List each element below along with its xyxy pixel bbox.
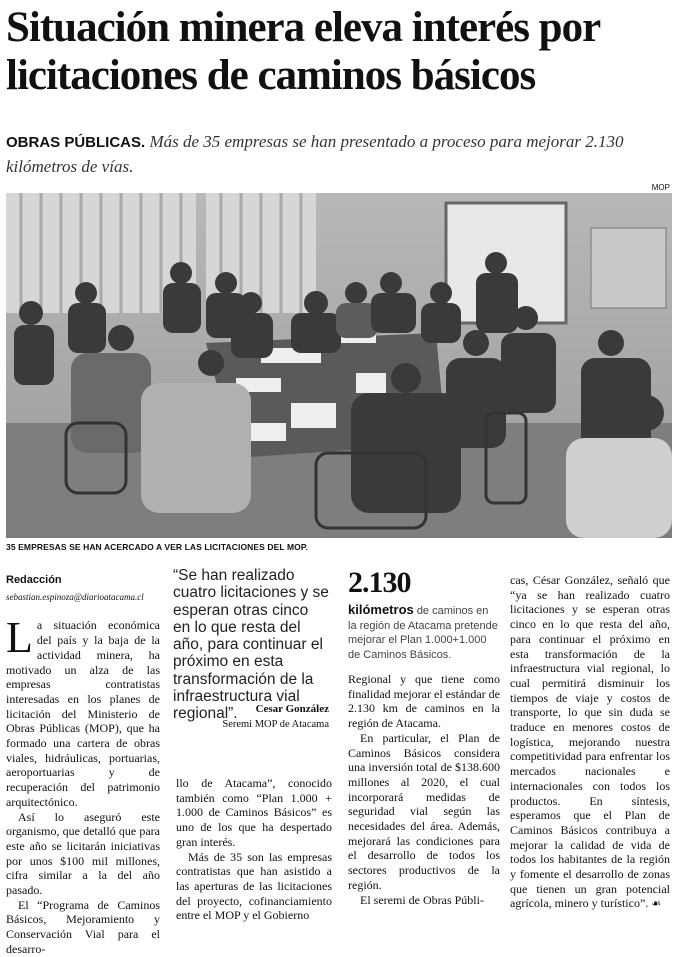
end-mark-icon: ☙ <box>651 898 662 911</box>
dropcap: L <box>6 613 33 663</box>
stat-number: 2.130 <box>348 566 411 599</box>
pull-quote-author: Cesar González <box>255 703 329 715</box>
paragraph: En particular, el Plan de Caminos Básicos considera una inversión total de $138.600 millones al 2020, el cual incorporará medidas de seguridad vial según las necesidades del área. Además, mejorará las condiciones para el desarrollo de todos los sectores productivos de la región. <box>348 730 500 892</box>
paragraph: Regional y que tiene como finalidad mejorar el estándar de 2.130 km de caminos en la región de Atacama. <box>348 672 500 731</box>
paragraph: cas, César González, señaló que “ya se han realizado cuatro licitaciones y se esperan otras cinco en lo que resta del año, para continuar el próximo en esta transformación de la infraestructura vial regional, lo cual permitirá disminuir los tiempos de viaje y costos de transporte, lo que sin duda se traduce en menores costos de logística, mejorando nuestra competitividad para enfrentar los mercados nacionales e internacionales con todos los productos. En síntesis, esperamos que el Plan de Caminos Básicos contribuya a mejorar la calidad de vida de todos los habitantes de la región y fomente el desarrollo de zonas que tienen un gran potencial agrícola, minero y turístico”. ☙ <box>510 573 670 911</box>
wall-map <box>591 228 666 308</box>
article-column-3 <box>348 672 500 907</box>
paragraph: Así lo aseguró este organismo, que detalló que para este año se licitarán iniciativas por unos $100 mil millones, cifra similar a la del año pasado. <box>6 809 160 898</box>
paragraph-intro: La situación económica del país y la baja de la actividad minera, ha motivado un alza de las empresas contratistas interesadas en los planes de licitación del Ministerio de Obras Públicas (MOP), que ha formado una cartera de obras viales, hidráulicas, portuarias, aeroportuarias y de recuperación del patrimonio arquitectónico. <box>6 613 160 809</box>
stat-text: de caminos en la región de Atacama pretende mejorar el Plan 1.000+1.000 de Caminos Básicos. <box>348 605 498 661</box>
news-photo <box>6 193 672 538</box>
article-column-1 <box>6 573 160 957</box>
paragraph: El seremi de Obras Públi- <box>360 892 484 907</box>
pull-quote: “Se han realizado cuatro licitaciones y se esperan otras cinco en lo que resta del año, para continuar el próximo en esta transformación de la infraestructura vial regional”. <box>173 567 329 723</box>
pull-quote-role: Seremi MOP de Atacama <box>222 719 329 730</box>
photo-caption: 35 EMPRESAS SE HAN ACERCADO A VER LAS LICITACIONES DEL MOP. <box>6 542 309 552</box>
paragraph: El “Programa de Caminos Básicos, Mejoramiento y Conservación Vial para el desarro- <box>6 897 160 956</box>
byline-author: Redacción <box>6 574 62 586</box>
photo-credit: MOP <box>651 183 670 192</box>
article-column-2 <box>176 776 332 923</box>
article-column-4 <box>510 573 670 912</box>
kicker <box>6 130 670 179</box>
stat-unit: kilómetros <box>348 602 414 617</box>
section-label: OBRAS PÚBLICAS. <box>6 134 146 151</box>
paragraph: Más de 35 son las empresas contratistas que han asistido a las aperturas de las licitaciones del proyecto, cofinanciamiento entre el MOP y el Gobierno <box>176 849 332 923</box>
lead-text: Más de 35 empresas se han presentado a proceso para mejorar 2.130 kilómetros de vías. <box>6 132 624 176</box>
paragraph: llo de Atacama”, conocido también como “Plan 1.000 + 1.000 de Caminos Básicos” es uno de los que ha despertado gran interés. <box>176 776 332 849</box>
meeting-photo-illustration <box>6 193 672 538</box>
byline-email[interactable]: sebastian.espinoza@diarioatacama.cl <box>6 591 144 602</box>
stat-description <box>348 603 498 662</box>
headline: Situación minera eleva interés por licitaciones de caminos básicos <box>6 4 600 99</box>
